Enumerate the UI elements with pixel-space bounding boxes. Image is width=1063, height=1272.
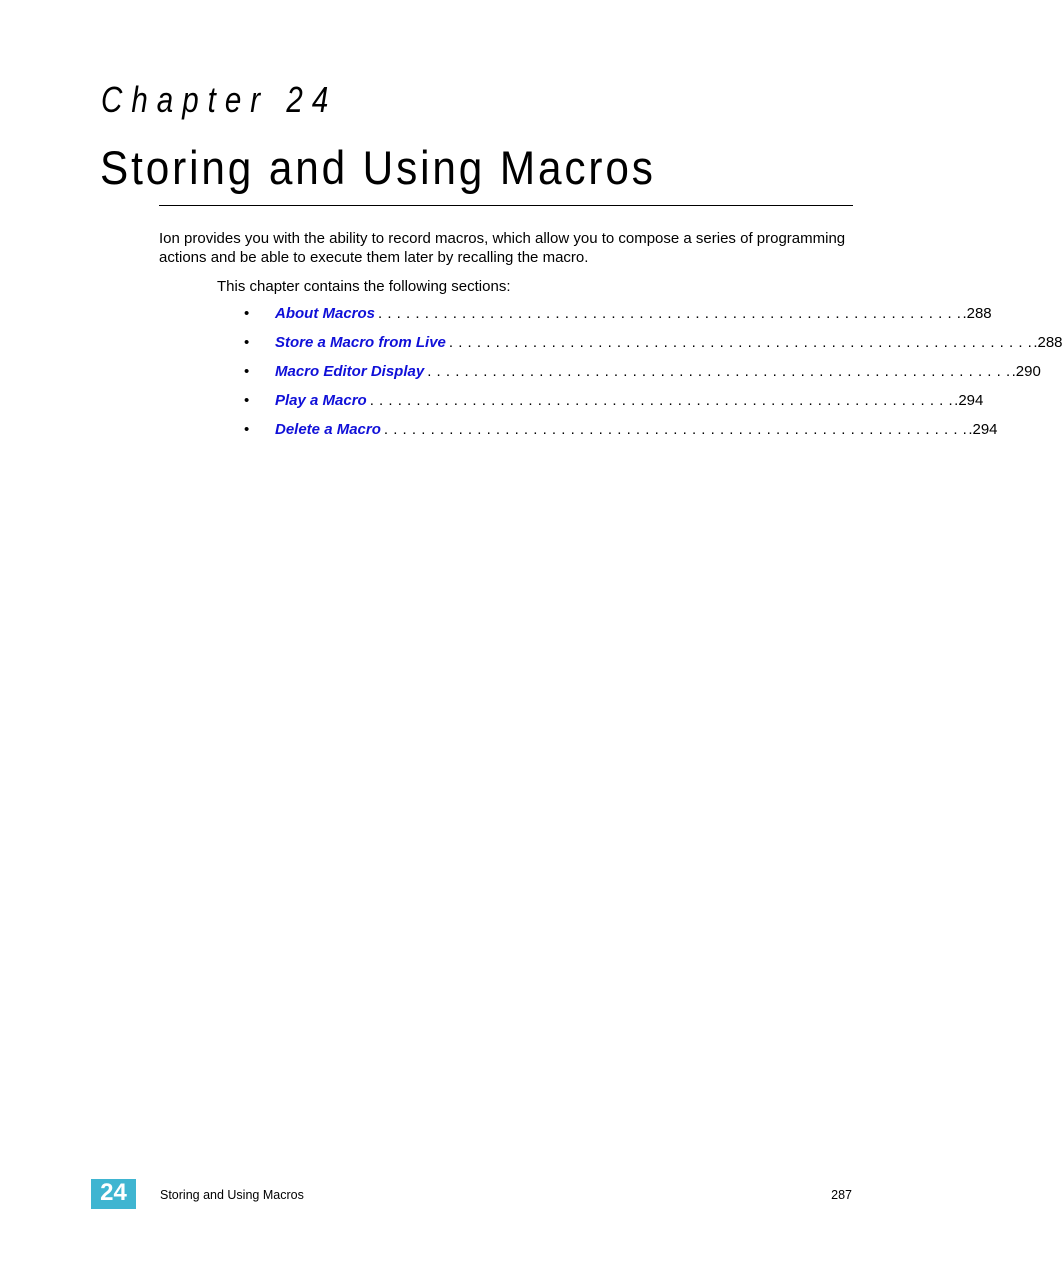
toc-link-macro-editor-display[interactable]: Macro Editor Display	[275, 363, 425, 380]
bullet-icon: •	[244, 305, 250, 322]
chapter-title: Storing and Using Macros	[100, 141, 656, 194]
footer-running-title: Storing and Using Macros	[160, 1188, 304, 1202]
leader-dots: . . . . . . . . . . . . . . . . . . . . . . . . . . . . . . . . . . . . . . . . . . . . . . . . . . . . . . . . . . . . . . .	[369, 392, 954, 409]
bullet-icon: •	[244, 363, 250, 380]
intro-paragraph: Ion provides you with the ability to record macros, which allow you to compose a series of programming actions and be able to execute them later by recalling the macro.	[159, 230, 846, 266]
toc-item-macro-editor-display	[244, 360, 1041, 389]
toc-item-about-macros	[244, 302, 992, 331]
toc-page-number: .290	[1011, 363, 1041, 380]
sections-lead-in: This chapter contains the following sections:	[217, 278, 511, 295]
title-divider	[159, 205, 853, 206]
leader-dots: . . . . . . . . . . . . . . . . . . . . . . . . . . . . . . . . . . . . . . . . . . . . . . . . . . . . . . . . . . . . . . .	[383, 421, 968, 438]
toc-item-delete-a-macro	[244, 418, 998, 447]
bullet-icon: •	[244, 392, 250, 409]
toc-page-number: .288	[962, 305, 992, 322]
toc-page-number: .288	[1033, 334, 1063, 351]
toc-link-delete-a-macro[interactable]: Delete a Macro	[275, 421, 381, 438]
leader-dots: . . . . . . . . . . . . . . . . . . . . . . . . . . . . . . . . . . . . . . . . . . . . . . . . . . . . . . . . . . . . . . .	[427, 363, 1011, 380]
toc-item-store-macro-from-live	[244, 331, 1063, 360]
toc-link-play-a-macro[interactable]: Play a Macro	[275, 392, 367, 409]
toc-page-number: .294	[968, 421, 998, 438]
toc-page-number: .294	[954, 392, 984, 409]
footer-page-number: 287	[831, 1188, 852, 1202]
bullet-icon: •	[244, 421, 250, 438]
toc-link-store-macro-from-live[interactable]: Store a Macro from Live	[275, 334, 446, 351]
leader-dots: . . . . . . . . . . . . . . . . . . . . . . . . . . . . . . . . . . . . . . . . . . . . . . . . . . . . . . . . . . . . . . .	[448, 334, 1033, 351]
chapter-number-tab: 24	[91, 1179, 136, 1209]
section-list	[244, 302, 1063, 447]
leader-dots: . . . . . . . . . . . . . . . . . . . . . . . . . . . . . . . . . . . . . . . . . . . . . . . . . . . . . . . . . . . . . . .	[378, 305, 962, 322]
toc-link-about-macros[interactable]: About Macros	[275, 305, 376, 322]
bullet-icon: •	[244, 334, 250, 351]
chapter-label: Chapter 24	[101, 79, 338, 120]
toc-item-play-a-macro	[244, 389, 984, 418]
